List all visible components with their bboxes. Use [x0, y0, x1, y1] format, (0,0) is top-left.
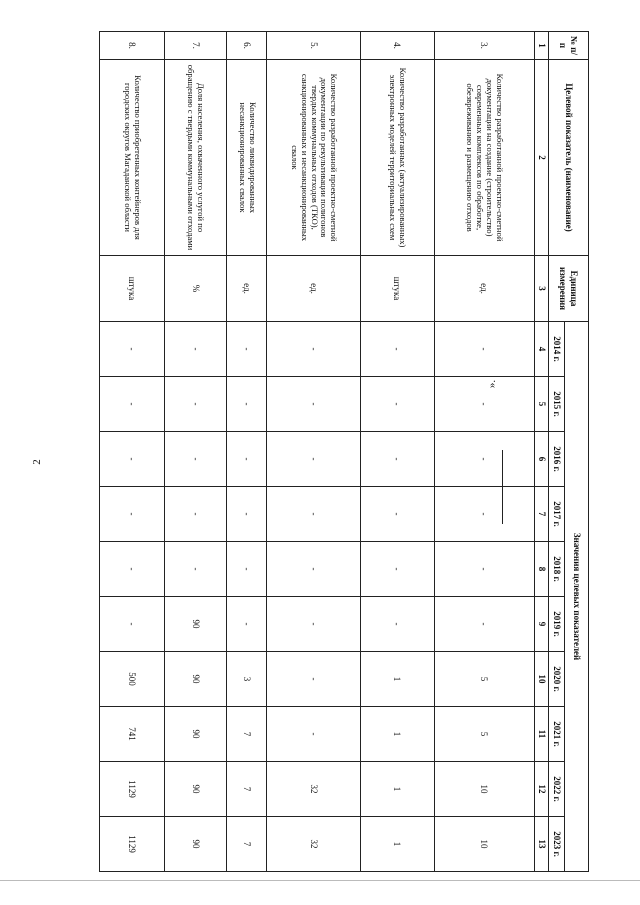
scan-edge-line	[0, 880, 640, 881]
header-year: 2023 г.	[549, 817, 565, 872]
column-number: 7	[535, 487, 549, 542]
row-unit: ед.	[267, 256, 361, 322]
row-value: -	[227, 322, 267, 377]
row-value: -	[361, 322, 435, 377]
row-value: 1	[361, 652, 435, 707]
row-value: 1	[361, 707, 435, 762]
target-indicators-table	[99, 31, 589, 872]
row-value: 32	[267, 817, 361, 872]
row-value: 7	[227, 817, 267, 872]
row-value: -	[164, 322, 226, 377]
row-unit: ед.	[434, 256, 534, 322]
row-value: -	[100, 432, 165, 487]
row-value: -	[361, 542, 435, 597]
header-unit: Единица измерения	[549, 256, 589, 322]
row-value: -	[227, 487, 267, 542]
row-unit: ед.	[227, 256, 267, 322]
row-value: -	[227, 542, 267, 597]
row-value: 5	[434, 652, 534, 707]
row-value: -	[100, 542, 165, 597]
row-value: -	[164, 432, 226, 487]
row-num: 8.	[100, 32, 165, 60]
row-value: -	[164, 377, 226, 432]
row-num: 3.	[434, 32, 534, 60]
row-unit: штука	[361, 256, 435, 322]
row-value: 90	[164, 817, 226, 872]
column-number: 13	[535, 817, 549, 872]
row-value: -	[267, 487, 361, 542]
column-number: 11	[535, 707, 549, 762]
header-year: 2016 г.	[549, 432, 565, 487]
row-value: -	[434, 597, 534, 652]
row-value: 7	[227, 707, 267, 762]
header-indicator: Целевой показатель (наименование)	[549, 60, 589, 256]
row-indicator-name: Количество ликвидированных несанкционированных свалок	[227, 60, 267, 256]
row-value: 5	[434, 707, 534, 762]
row-value: -	[361, 487, 435, 542]
row-value: -	[164, 487, 226, 542]
row-value: -	[267, 707, 361, 762]
column-number: 8	[535, 542, 549, 597]
column-number: 2	[535, 60, 549, 256]
row-value: 7	[227, 762, 267, 817]
row-unit: %	[164, 256, 226, 322]
row-value: -	[227, 597, 267, 652]
row-value: -	[227, 377, 267, 432]
column-number: 6	[535, 432, 549, 487]
row-value: 1129	[100, 817, 165, 872]
row-num: 4.	[361, 32, 435, 60]
row-value: -	[434, 377, 534, 432]
row-value: -	[267, 597, 361, 652]
row-value: -	[100, 377, 165, 432]
header-year: 2022 г.	[549, 762, 565, 817]
table-row	[434, 32, 534, 872]
row-value: -	[434, 542, 534, 597]
row-indicator-name: Количество разработанных (актуализированных) электронных моделей территориальных схем	[361, 60, 435, 256]
row-indicator-name: Количество приобретенных контейнеров для городских округов Магаданской области	[100, 60, 165, 256]
row-value: -	[434, 432, 534, 487]
table-row	[164, 32, 226, 872]
row-value: 10	[434, 762, 534, 817]
header-year: 2019 г.	[549, 597, 565, 652]
row-value: 90	[164, 707, 226, 762]
column-number: 5	[535, 377, 549, 432]
row-num: 7.	[164, 32, 226, 60]
closing-quote: ».	[486, 379, 499, 389]
table-row	[267, 32, 361, 872]
row-indicator-name: Количество разработанной проектно-сметной документации по рекультивации полигонов твердых коммунальных отходов (ТКО), санкционированных и несанкционированных свалок	[267, 60, 361, 256]
page-number: 2	[30, 459, 43, 465]
header-year: 2015 г.	[549, 377, 565, 432]
row-value: -	[267, 542, 361, 597]
row-indicator-name: Доля населения, охваченного услугой по обращению с твердыми коммунальными отходами	[164, 60, 226, 256]
column-number: 9	[535, 597, 549, 652]
row-value: 1129	[100, 762, 165, 817]
table-row	[361, 32, 435, 872]
rotated-table-container	[99, 31, 589, 871]
table-row	[227, 32, 267, 872]
row-value: -	[227, 432, 267, 487]
row-value: -	[100, 487, 165, 542]
row-num: 6.	[227, 32, 267, 60]
row-value: 90	[164, 762, 226, 817]
row-value: -	[100, 322, 165, 377]
header-year: 2020 г.	[549, 652, 565, 707]
header-num: № п/п	[549, 32, 589, 60]
row-value: -	[361, 432, 435, 487]
row-unit: штука	[100, 256, 165, 322]
header-year: 2017 г.	[549, 487, 565, 542]
row-value: -	[267, 322, 361, 377]
header-year: 2014 г.	[549, 322, 565, 377]
column-number: 12	[535, 762, 549, 817]
row-value: 90	[164, 597, 226, 652]
row-value: 741	[100, 707, 165, 762]
row-value: -	[164, 542, 226, 597]
row-value: -	[361, 597, 435, 652]
row-value: 1	[361, 762, 435, 817]
header-year: 2018 г.	[549, 542, 565, 597]
column-number: 10	[535, 652, 549, 707]
row-value: -	[434, 322, 534, 377]
row-indicator-name: Количество разработанной проектно-сметной документации на создание (строительство) современных комплексов по обработке, обезвреживанию и размещению отходов	[434, 60, 534, 256]
row-value: -	[267, 432, 361, 487]
row-value: 3	[227, 652, 267, 707]
row-value: 1	[361, 817, 435, 872]
row-value: 500	[100, 652, 165, 707]
column-number: 4	[535, 322, 549, 377]
table-row	[100, 32, 165, 872]
row-value: 10	[434, 817, 534, 872]
row-value: -	[434, 487, 534, 542]
row-value: 32	[267, 762, 361, 817]
row-num: 5.	[267, 32, 361, 60]
header-year: 2021 г.	[549, 707, 565, 762]
row-value: -	[100, 597, 165, 652]
column-number: 3	[535, 256, 549, 322]
row-value: -	[361, 377, 435, 432]
row-value: -	[267, 652, 361, 707]
row-value: 90	[164, 652, 226, 707]
row-value: -	[267, 377, 361, 432]
header-values-group: Значения целевых показателей	[565, 322, 589, 872]
column-number: 1	[535, 32, 549, 60]
